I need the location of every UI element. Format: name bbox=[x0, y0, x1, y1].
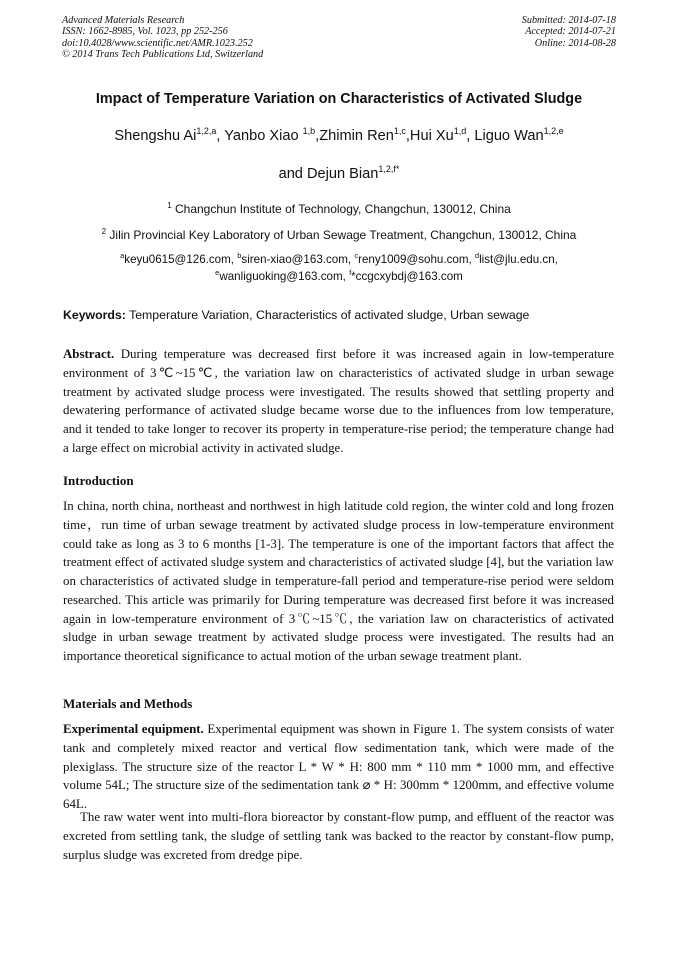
affiliation-text: Changchun Institute of Technology, Changchun, 130012, China bbox=[171, 202, 511, 216]
abstract-label: Abstract. bbox=[63, 347, 115, 361]
affiliation-sup: 1 bbox=[167, 201, 172, 210]
equipment-label: Experimental equipment. bbox=[63, 722, 204, 736]
email-sup: e bbox=[215, 268, 220, 277]
journal-copyright: © 2014 Trans Tech Publications Ltd, Switzerland bbox=[62, 48, 264, 60]
journal-issn: ISSN: 1662-8985, Vol. 1023, pp 252-256 bbox=[62, 26, 228, 38]
author-affil-sup: 1,b bbox=[302, 126, 316, 136]
author-name: ,Hui Xu bbox=[405, 128, 454, 144]
author-name: Shengshu Ai bbox=[114, 128, 197, 144]
email-sup: c bbox=[354, 251, 359, 260]
email-link[interactable]: list@jlu.edu.cn, bbox=[479, 253, 558, 266]
abstract-text: During temperature was decreased first before it was increased again in low-temperature environment of 3℃~15℃, the variation law on characteristics of activated sludge in urban sewage treatment by activated sludge process were investigated. The results showed that settling property and dewatering performance of activated sludge became worse due to the influences from low temperature, and it tended to take longer to recover its property in temperature-rise period; the temperature change had a large effect on microbial activity in activated sludge. bbox=[63, 347, 614, 455]
paper-title: Impact of Temperature Variation on Characteristics of Activated Sludge bbox=[95, 91, 583, 107]
author-line-2 bbox=[0, 166, 678, 182]
equipment-text: Experimental equipment was shown in Figure 1. The system consists of water tank and completely mixed reactor and vertical flow sedimentation tank, which were made of the plexiglass. The structure size of the reactor L * W * H: 800 mm * 110 mm * 1000 mm, and effective volume 54L; The structure size of the sedimentation tank ⌀ * H: 300mm * 1200mm, and effective volume 64L. bbox=[63, 722, 614, 811]
accepted-date: Accepted: 2014-07-21 bbox=[525, 26, 616, 38]
journal-name: Advanced Materials Research bbox=[62, 15, 185, 26]
email-sup: f bbox=[349, 268, 352, 277]
email-link[interactable]: siren-xiao@163.com, bbox=[241, 253, 355, 266]
author-name: , Yanbo Xiao bbox=[216, 128, 303, 144]
journal-header bbox=[62, 15, 263, 60]
introduction-text: In china, north china, northeast and northwest in high latitude cold region, the winter cold and long frozen time，run time of urban sewage treatment by activated sludge process in low-temperature environment could take as long as 3 to 6 months [1-3]. The temperature is one of the important factors that affect the treatment effect of activated sludge system and characteristics of activated sludge [4], but the variation law on characteristics of activated sludge in temperature-fall period and temperature-rise period were seldom researched. This article was primarily for During temperature was decreased first before it was increased again in low-temperature environment of 3℃~15℃, the variation law on characteristics of activated sludge in urban sewage treatment by activated sludge process were investigated. The results had an importance theoretical significance to actual motion of the urban sewage treatment plant. bbox=[63, 499, 614, 663]
author-name: , Liguo Wan bbox=[466, 128, 544, 144]
introduction-heading: Introduction bbox=[63, 473, 134, 488]
affiliation-sup: 2 bbox=[101, 227, 107, 236]
abstract bbox=[63, 345, 614, 458]
affiliation-text: Jilin Provincial Key Laboratory of Urban Sewage Treatment, Changchun, 130012, China bbox=[106, 228, 577, 242]
author-affil-sup: 1,d bbox=[453, 126, 467, 136]
affiliation-1 bbox=[0, 202, 678, 216]
keywords-label: Keywords: bbox=[63, 308, 126, 322]
email-link[interactable]: keyu0615@126.com, bbox=[124, 253, 238, 266]
flow-description: The raw water went into multi-flora bioreactor by constant-flow pump, and effluent of the reactor was excreted from settling tank, the sludge of settling tank was backed to the reactor by constant-flow pump, surplus sludge was excreted from dredge pipe. bbox=[63, 810, 614, 862]
email-line-2 bbox=[0, 270, 678, 283]
email-sup: a bbox=[120, 251, 125, 260]
dates-header bbox=[522, 15, 616, 49]
email-line-1 bbox=[0, 253, 678, 266]
author-affil-sup: 1,c bbox=[393, 126, 406, 136]
author-affil-sup: 1,2,f* bbox=[378, 164, 400, 174]
journal-doi: doi:10.4028/www.scientific.net/AMR.1023.252 bbox=[62, 37, 253, 49]
keywords bbox=[63, 308, 529, 322]
email-link[interactable]: wanliguoking@163.com, bbox=[219, 270, 350, 283]
email-sup: b bbox=[237, 251, 242, 260]
affiliation-2 bbox=[0, 228, 678, 242]
author-name: and Dejun Bian bbox=[278, 166, 379, 182]
author-affil-sup: 1,2,e bbox=[543, 126, 564, 136]
methods-heading: Materials and Methods bbox=[63, 696, 193, 711]
author-affil-sup: 1,2,a bbox=[196, 126, 217, 136]
author-line-1 bbox=[0, 128, 678, 144]
email-sup: d bbox=[474, 251, 480, 260]
online-date: Online: 2014-08-28 bbox=[534, 37, 616, 49]
experimental-equipment bbox=[63, 720, 614, 814]
email-link[interactable]: reny1009@sohu.com, bbox=[358, 253, 475, 266]
email-link[interactable]: *ccgcxybdj@163.com bbox=[351, 270, 463, 283]
keywords-text: Temperature Variation, Characteristics of activated sludge, Urban sewage bbox=[125, 308, 530, 322]
submitted-date: Submitted: 2014-07-18 bbox=[521, 15, 616, 26]
author-name: ,Zhimin Ren bbox=[315, 128, 394, 144]
